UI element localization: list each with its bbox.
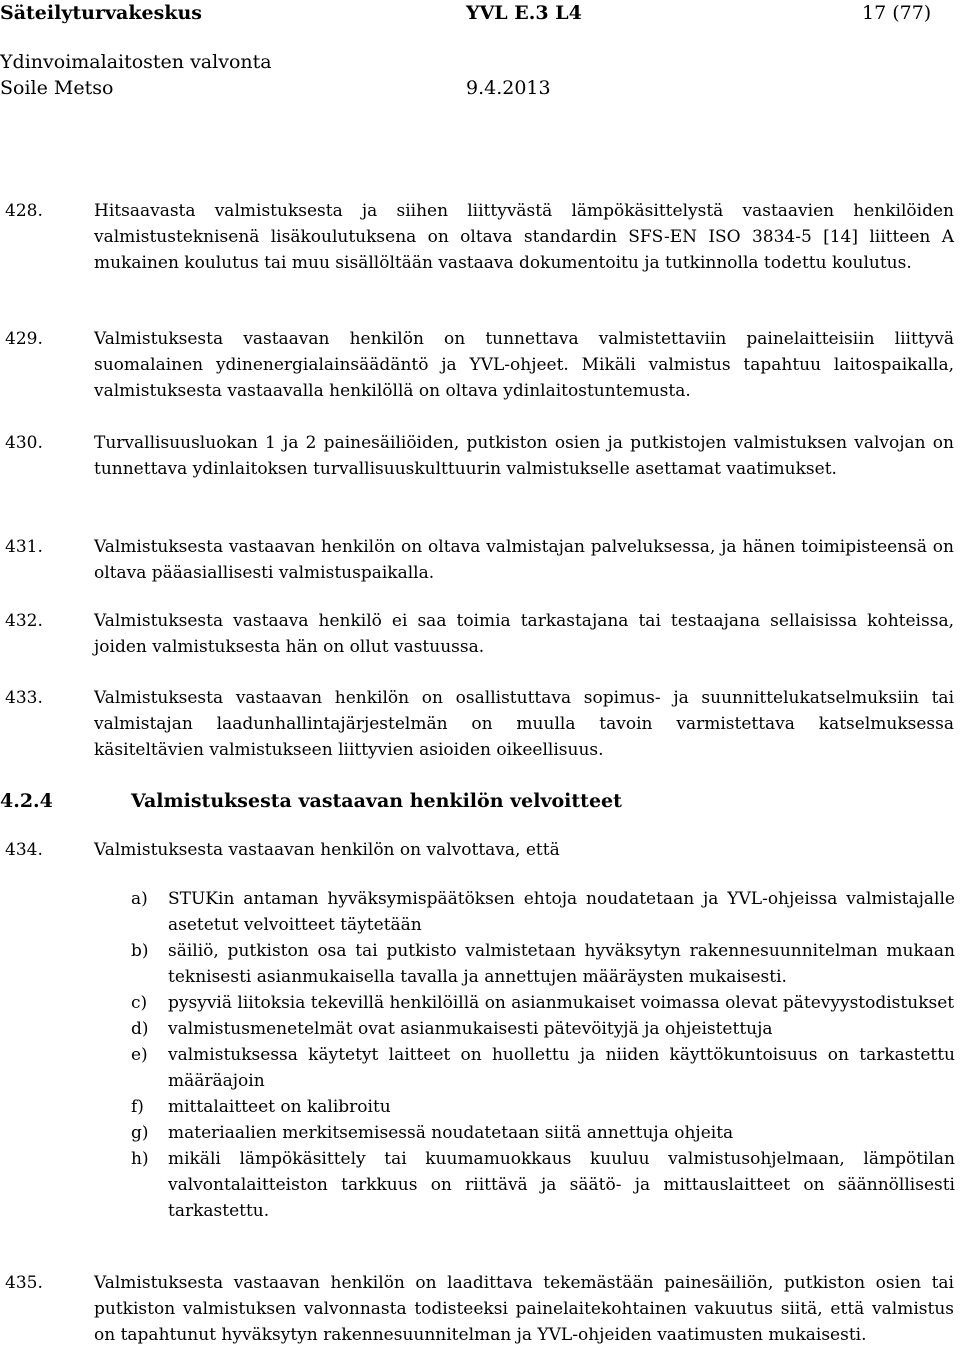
- paragraph-433: [5, 685, 954, 763]
- obligations-list: [131, 886, 955, 1224]
- paragraph-text: Valmistuksesta vastaavan henkilön on oltava valmistajan palveluksessa, ja hänen toimipisteensä on oltava pääasiallisesti valmistuspaikalla.: [94, 537, 954, 583]
- list-item: [131, 1120, 955, 1146]
- paragraph-430: [5, 430, 954, 482]
- list-item-text: STUKin antaman hyväksymispäätöksen ehtoja noudatetaan ja YVL-ohjeissa valmistajalle asetetut velvoitteet täytetään: [168, 889, 955, 935]
- list-item-text: mittalaitteet on kalibroitu: [168, 1097, 391, 1117]
- list-item-text: materiaalien merkitsemisessä noudatetaan siitä annettuja ohjeita: [168, 1123, 734, 1143]
- paragraph-text: Valmistuksesta vastaava henkilö ei saa toimia tarkastajana tai testaajana sellaisissa kohteissa, joiden valmistuksesta hän on ollut vastuussa.: [94, 611, 954, 657]
- paragraph-429: [5, 326, 954, 404]
- paragraph-number: 428.: [5, 201, 43, 221]
- paragraph-number: 435.: [5, 1273, 43, 1293]
- paragraph-text: Valmistuksesta vastaavan henkilön on valvottava, että: [94, 840, 560, 860]
- list-item-letter: b): [131, 941, 149, 961]
- paragraph-number: 433.: [5, 688, 43, 708]
- list-item-letter: h): [131, 1149, 149, 1169]
- list-item-text: valmistusmenetelmät ovat asianmukaisesti pätevöityjä ja ohjeistettuja: [168, 1019, 773, 1039]
- paragraph-431: [5, 534, 954, 586]
- list-item-letter: a): [131, 889, 148, 909]
- paragraph-number: 430.: [5, 433, 43, 453]
- paragraph-text: Valmistuksesta vastaavan henkilön on laadittava tekemästään painesäiliön, putkiston osien tai putkiston valmistuksen valvonnasta todisteeksi painelaitekohtainen vakuutus siitä, että valmistus on tapahtunut hyväksytyn rakennesuunnitelman ja YVL-ohjeiden vaatimusten mukaisesti.: [94, 1273, 954, 1345]
- list-item: [131, 1146, 955, 1224]
- list-item: [131, 1016, 955, 1042]
- section-title: Valmistuksesta vastaavan henkilön velvoitteet: [131, 790, 622, 812]
- department-name: Ydinvoimalaitosten valvonta: [0, 51, 272, 73]
- list-item: [131, 938, 955, 990]
- paragraph-434: [5, 837, 954, 863]
- paragraph-text: Valmistuksesta vastaavan henkilön on tunnettava valmistettaviin painelaitteisiin liittyvä suomalainen ydinenergialainsäädäntö ja YVL-ohjeet. Mikäli valmistus tapahtuu laitospaikalla, valmistuksesta vastaavalla henkilöllä on oltava ydinlaitostuntemusta.: [94, 329, 954, 401]
- page-number: 17 (77): [862, 2, 932, 24]
- paragraph-text: Turvallisuusluokan 1 ja 2 painesäiliöiden, putkiston osien ja putkistojen valmistuksen valvojan on tunnettava ydinlaitoksen turvallisuuskulttuurin valmistukselle asettamat vaatimukset.: [94, 433, 954, 479]
- paragraph-text: Valmistuksesta vastaavan henkilön on osallistuttava sopimus- ja suunnittelukatselmuksiin tai valmistajan laadunhallintajärjestelmän on muulla tavoin varmistettava katselmuksessa käsiteltävien valmistukseen liittyvien asioiden oikeellisuus.: [94, 688, 954, 760]
- paragraph-number: 432.: [5, 611, 43, 631]
- list-item-letter: c): [131, 993, 148, 1013]
- list-item-text: mikäli lämpökäsittely tai kuumamuokkaus kuuluu valmistusohjelmaan, lämpötilan valvontalaitteiston tarkkuus on riittävä ja säätö- ja mittauslaitteet on säännöllisesti tarkastettu.: [168, 1149, 955, 1221]
- paragraph-435: [5, 1270, 954, 1348]
- list-item-letter: f): [131, 1097, 144, 1117]
- guide-id: YVL E.3 L4: [466, 2, 582, 24]
- list-item: [131, 990, 955, 1016]
- section-number: 4.2.4: [0, 790, 53, 812]
- author-name: Soile Metso: [0, 77, 114, 99]
- list-item: [131, 1094, 955, 1120]
- list-item-text: pysyviä liitoksia tekevillä henkilöillä on asianmukaiset voimassa olevat pätevyystodistukset: [168, 993, 955, 1013]
- organization-name: Säteilyturvakeskus: [0, 2, 202, 24]
- list-item: [131, 886, 955, 938]
- list-item-letter: d): [131, 1019, 149, 1039]
- paragraph-text: Hitsaavasta valmistuksesta ja siihen liittyvästä lämpökäsittelystä vastaavien henkilöiden valmistusteknisenä lisäkoulutuksena on oltava standardin SFS-EN ISO 3834-5 [14] liitteen A mukainen koulutus tai muu sisällöltään vastaava dokumentoitu ja tutkinnolla todettu koulutus.: [94, 201, 954, 273]
- paragraph-432: [5, 608, 954, 660]
- document-date: 9.4.2013: [466, 77, 551, 99]
- list-item: [131, 1042, 955, 1094]
- list-item-text: valmistuksessa käytetyt laitteet on huollettu ja niiden käyttökuntoisuus on tarkastettu määräajoin: [168, 1045, 955, 1091]
- paragraph-number: 429.: [5, 329, 43, 349]
- paragraph-428: [5, 198, 954, 276]
- list-item-text: säiliö, putkiston osa tai putkisto valmistetaan hyväksytyn rakennesuunnitelman mukaan teknisesti asianmukaisella tavalla ja annettujen määräysten mukaisesti.: [168, 941, 955, 987]
- paragraph-number: 431.: [5, 537, 43, 557]
- list-item-letter: e): [131, 1045, 148, 1065]
- list-item-letter: g): [131, 1123, 149, 1143]
- paragraph-number: 434.: [5, 840, 43, 860]
